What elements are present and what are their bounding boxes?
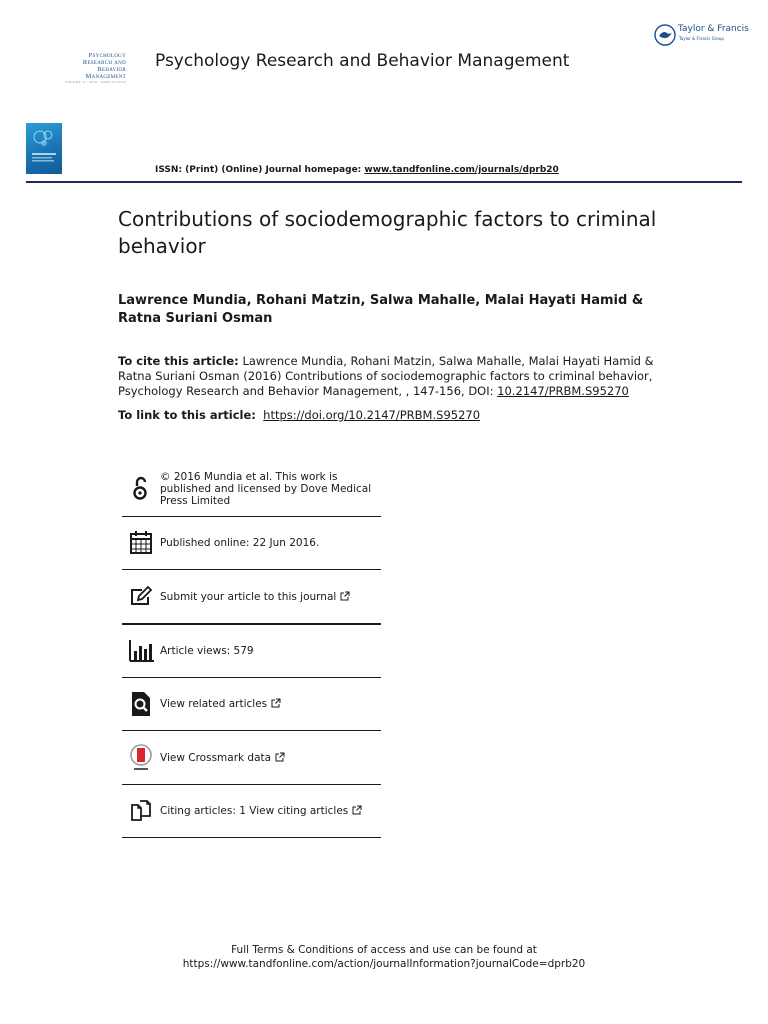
article-link-line bbox=[118, 408, 678, 423]
footer-terms bbox=[0, 943, 768, 971]
info-text: Submit your article to this journal bbox=[160, 590, 337, 603]
cite-text: Lawrence Mundia, Rohani Matzin, Salwa Mahalle, Malai Hayati Hamid & Ratna Suriani Osman (2016) Contributions of sociodemographic factors to criminal behavior, Psychology Research and Behavior Management, , 147-156, DOI: bbox=[118, 354, 654, 398]
journal-cover-image bbox=[26, 123, 62, 174]
footer-line1: Full Terms & Conditions of access and use can be found at bbox=[231, 944, 537, 956]
issn-line bbox=[155, 165, 559, 175]
logo-volume: VOLUME 11 · 2018 · OPEN ACCESS bbox=[64, 80, 126, 84]
external-link-icon[interactable] bbox=[352, 805, 362, 815]
info-text: View related articles bbox=[160, 698, 268, 710]
article-title: Contributions of sociodemographic factors to criminal behavior bbox=[118, 207, 657, 258]
issn-text: ISSN: (Print) (Online) Journal homepage: bbox=[155, 165, 365, 175]
external-link-icon[interactable] bbox=[271, 698, 281, 708]
open-access-icon bbox=[126, 474, 156, 504]
external-link-icon[interactable] bbox=[275, 752, 285, 762]
journal-homepage-link[interactable]: www.tandfonline.com/journals/dprb20 bbox=[364, 165, 559, 175]
header-divider bbox=[26, 181, 742, 183]
footer-terms-link[interactable]: https://www.tandfonline.com/action/journalInformation?journalCode=dprb20 bbox=[182, 958, 586, 970]
info-row-crossmark[interactable] bbox=[122, 731, 381, 785]
publisher-logo[interactable] bbox=[654, 23, 754, 47]
cover-art-icon bbox=[26, 123, 62, 174]
info-row-related[interactable] bbox=[122, 678, 381, 731]
logo-line: Management bbox=[85, 73, 126, 80]
logo-line: Psychology bbox=[88, 52, 126, 59]
article-authors: Lawrence Mundia, Rohani Matzin, Salwa Mahalle, Malai Hayati Hamid & Ratna Suriani Osman bbox=[118, 293, 644, 326]
article-info-list bbox=[122, 462, 381, 838]
publisher-sub: Taylor & Francis Group bbox=[679, 36, 724, 41]
edit-icon bbox=[126, 582, 156, 612]
article-url-link[interactable]: https://doi.org/10.2147/PRBM.S95270 bbox=[263, 408, 481, 422]
external-link-icon[interactable] bbox=[340, 591, 350, 601]
publisher-icon bbox=[654, 24, 676, 46]
citation-block bbox=[118, 354, 678, 399]
info-text: Published online: 22 Jun 2016. bbox=[160, 537, 320, 549]
calendar-icon bbox=[126, 528, 156, 558]
info-row-submit[interactable] bbox=[122, 570, 381, 625]
info-text: View Crossmark data bbox=[160, 751, 272, 764]
info-text: © 2016 Mundia et al. This work is published and licensed by Dove Medical Press Limited bbox=[160, 471, 372, 507]
citing-articles-icon bbox=[126, 796, 156, 826]
journal-title: Psychology Research and Behavior Management bbox=[155, 51, 570, 71]
bar-chart-icon bbox=[126, 636, 156, 666]
logo-line: Behavior bbox=[97, 66, 126, 73]
info-row-license bbox=[122, 462, 381, 517]
publisher-name: Taylor & Francis bbox=[678, 24, 749, 34]
search-document-icon bbox=[126, 689, 156, 719]
info-text: Article views: 579 bbox=[160, 645, 254, 657]
info-row-views bbox=[122, 625, 381, 678]
info-row-published bbox=[122, 517, 381, 570]
logo-line: Research and bbox=[82, 59, 126, 66]
crossmark-icon bbox=[126, 743, 156, 773]
journal-logo bbox=[48, 52, 126, 85]
info-row-citing[interactable] bbox=[122, 785, 381, 838]
doi-link[interactable]: 10.2147/PRBM.S95270 bbox=[497, 384, 629, 398]
cite-label: To cite this article: bbox=[118, 354, 239, 368]
link-label: To link to this article: bbox=[118, 408, 256, 422]
info-text: Citing articles: 1 View citing articles bbox=[160, 805, 349, 817]
